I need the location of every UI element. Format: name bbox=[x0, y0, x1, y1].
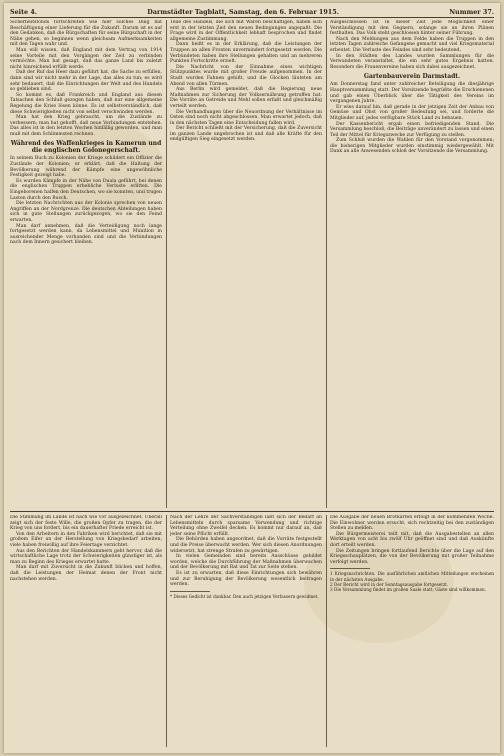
article-paragraph: Am Donnerstag fand unter zahlreicher Beteiligung die diesjährige Hauptversammlung statt. Der Vorsitzende begrüßte die Erschienenen und gab einen Überblick über die Tätigkeit des Vereins im vergangenen Jahre. bbox=[330, 82, 494, 105]
article-paragraph: Dann heißt es in der Erklärung, daß die Leistungen der Truppen an allen Fronten unvermindert fortgesetzt werden. Die Verbündeten haben ihre Stellungen gehalten und an mehreren Punkten Fortschritte erzielt. bbox=[170, 42, 322, 65]
article-paragraph: Von den Arbeitern in den Fabriken wird berichtet, daß sie mit großem Eifer an der Herstellung von Kriegsbedarf arbeiten; viele haben freiwillig auf ihre Feiertage verzichtet. bbox=[10, 531, 162, 548]
footnote: * Dieses Gedicht ist dankbar. Den auch jetzigen Verfassern gewidmet. bbox=[170, 593, 319, 599]
masthead bbox=[10, 6, 494, 17]
article-paragraph: Man hat den Krieg gebraucht, um die Zustände zu verbessern; man hat gehofft, daß neue Verbindungen entstehen. Das alles ist in den letzten Wochen hinfällig geworden, und man muß mit dem Schlimmsten rechnen. bbox=[10, 115, 162, 137]
article-paragraph: Es ist zu erwarten, daß diese Einrichtungen sich bewähren und zur Beruhigung der Bevölkerung wesentlich beitragen werden. bbox=[170, 570, 322, 588]
article-paragraph: Die letzten Nachrichten aus der Kolonie sprechen von neuen Angriffen an der Nordgrenze. Die deutschen Abteilungen haben sich in gute Stellungen zurückgezogen, wo sie den Feind erwarten. bbox=[10, 201, 162, 223]
article-paragraph: Der Bericht schließt mit der Versicherung, daß die Zuversicht im ganzen Lande ungebrochen ist und daß alle Kräfte für den endgültigen Sieg eingesetzt werden. bbox=[170, 126, 322, 143]
article-paragraph: Die Bürgermeisterei teilt mit, daß die Ausgabestellen an allen Werktagen von acht bis zwölf Uhr geöffnet sind und daß Auskünfte dort erteilt werden. bbox=[330, 531, 494, 548]
article-paragraph: Man will wissen, daß England mit dem Vertrag von 1914 seine Vorteile mit den Vorgängen der Zeit zu verbinden vermöchte. Man hat gesagt, daß das ganze Land bis zuletzt nicht hinreichend erfüllt werde. bbox=[10, 47, 162, 70]
issue-number: Nummer 37. bbox=[449, 7, 494, 16]
article-paragraph: Der Kassenbericht ergab einen befriedigenden Stand. Die Versammlung beschloß, die Beiträge unverändert zu lassen und einen Teil der Mittel für Kriegszwecke zur Verfügung zu stellen. bbox=[330, 121, 494, 138]
column-1 bbox=[10, 20, 162, 508]
article-paragraph: Die Stimmung im Lande ist nach wie vor ausgezeichnet. Überall zeigt sich der feste Wille, die großen Opfer zu tragen, die der Krieg von uns fordert, bis ein dauerhafter Friede erreicht ist. bbox=[10, 515, 162, 532]
masthead-rule bbox=[10, 17, 494, 18]
article-paragraph: In seinem Buch zu Kolonien der Kriege schildert ein Offizier die Zustände der Kolonien; er erklärt, daß die Haltung der Bevölkerung während der Kämpfe eine ungewöhnliche Festigkeit gezeigt habe. bbox=[10, 156, 162, 179]
lower-column-1 bbox=[10, 515, 162, 747]
article-paragraph: Die Verhandlungen über die Neuordnung der Verhältnisse im Osten sind noch nicht abgeschlossen. Man erwartet jedoch, daß in den nächsten Tagen eine Entscheidung fallen wird. bbox=[170, 109, 322, 126]
newspaper-page bbox=[4, 3, 500, 753]
article-paragraph: Es wurden Kämpfe in der Nähe von Duala geführt, bei denen die englischen Truppen erhebliche Verluste erlitten. Die Eingeborenen halfen den Deutschen, wo sie konnten, und trugen Lasten durch den Busch. bbox=[10, 178, 162, 201]
article-paragraph: Die Behörden haben angeordnet, daß die Vorräte festgestellt und die Preise überwacht werden. Wer sich diesen Anordnungen widersetzt, hat strenge Strafen zu gewärtigen. bbox=[170, 537, 322, 554]
article-paragraph: Nach den Meldungen aus dem Felde haben die Truppen in den letzten Tagen zahlreiche Gefangene gemacht und viel Kriegsmaterial erbeutet. Die Verluste des Feindes sind sehr bedeutend. bbox=[330, 36, 494, 53]
article-paragraph: In vielen Gemeinden sind bereits Ausschüsse gebildet worden, welche die Durchführung der Maßnahmen überwachen und der Bevölkerung mit Rat und Tat zur Seite stehen. bbox=[170, 554, 322, 571]
article-paragraph: Die Zeitungen bringen fortlaufend Berichte über die Lage auf den Kriegsschauplätzen, die von der Bevölkerung mit großer Teilnahme verfolgt werden. bbox=[330, 548, 494, 565]
page-number: Seite 4. bbox=[10, 7, 38, 16]
section-rule bbox=[10, 511, 494, 512]
article-paragraph: Er wies darauf hin, daß gerade in der jetzigen Zeit der Anbau von Gemüse und Obst von großer Bedeutung sei, und forderte die Mitglieder auf, jedes verfügbare Stück Land zu bebauen. bbox=[330, 104, 494, 121]
article-paragraph: So kommt es, daß Frankreich und England aus diesen Tatsachen den Schluß gezogen haben, daß nur eine allgemeine Regelung die Krise lösen könne. Es ist selbstverständlich, daß diese Schwierigkeiten nicht von selbst verschwinden werden. bbox=[10, 92, 162, 115]
footnote: 3 Die Versammlung findet im großen Saale statt; Gäste sind willkommen. bbox=[330, 586, 486, 592]
article-paragraph: Man darf mit Zuversicht in die Zukunft blicken und hoffen, daß die Leistungen der Heimat denen der Front nicht nachstehen werden. bbox=[10, 565, 162, 582]
column-divider bbox=[166, 515, 167, 747]
paper-title: Darmstädter Tagblatt, Samstag, den 6. Februar 1915. bbox=[147, 7, 339, 16]
column-3 bbox=[330, 20, 494, 508]
article-paragraph: Daß der Ruf das Heer dazu geführt hat, die Sache zu erfüllen, dann sind wir nicht mehr in der Lage, das alles zu tun; es wird sehr bedauert, daß die Einrichtungen der Welt und des Handels so geblieben sind. bbox=[10, 70, 162, 93]
column-divider bbox=[326, 20, 327, 508]
article-paragraph: Die Nachricht von der Einnahme eines wichtigen Stützpunktes wurde mit großer Freude aufgenommen. In der Stadt wurden Fahnen gehißt, und die Glocken läuteten am Abend von allen Türmen. bbox=[170, 64, 322, 87]
article-paragraph: Zum Schluß wurden die Wahlen für den Vorstand vorgenommen; die bisherigen Mitglieder wurden einstimmig wiedergewählt. Mit Dank an alle Anwesenden schloß der Vorsitzende die Versammlung. bbox=[330, 138, 494, 155]
lower-column-3 bbox=[330, 515, 494, 747]
article-paragraph: Man darf annehmen, daß die Verteidigung noch lange fortgesetzt werden kann, da Lebensmittel und Munition in ausreichender Menge vorhanden sind und die Verbindungen nach dem Innern gesichert bleiben. bbox=[10, 223, 162, 246]
article-headline: Gartenbauverein Darmstadt. bbox=[363, 73, 461, 81]
lower-column-2 bbox=[170, 515, 322, 747]
article-paragraph: In den Städten des Landes wurden Sammlungen für die Verwundeten veranstaltet, die ein sehr gutes Ergebnis hatten. Besonders die Frauenvereine haben sich dabei ausgezeichnet. bbox=[330, 53, 494, 70]
column-divider bbox=[166, 20, 167, 508]
footnote-rule bbox=[330, 568, 370, 569]
article-headline: Während des Waffenkrieges in Kamerun und die englischen Golonegerschaft. bbox=[10, 140, 162, 155]
column-divider bbox=[326, 515, 327, 747]
article-paragraph: Ausgeschlossen ist in dieser Zeit jede Möglichkeit einer Verständigung mit den Gegnern, solange sie an ihren Plänen festhalten. Das Volk steht geschlossen hinter seiner Führung. bbox=[330, 20, 494, 37]
article-paragraph: Aus den Berichten der Handelskammern geht hervor, daß die wirtschaftliche Lage trotz der Schwierigkeiten günstiger ist, als man zu Beginn des Krieges erwartet hatte. bbox=[10, 548, 162, 565]
footnote: 2 Der Bericht wird in der Sonntagsausgabe fortgesetzt. bbox=[330, 581, 449, 587]
footnote-rule bbox=[170, 591, 210, 592]
article-paragraph: Sicherheitsfonds fortschreiten wie hier solches Ding mit Beschäftigung einer Lieferung für die Zukunft. Darum ist es auf den Gedanken, daß die Bürgschaften für seine Bürgschaft in der Nähe gehen, so beginnen wenn gleichsam Aufmerksamkeiten mit den Tagen wahr und. bbox=[10, 20, 162, 48]
column-2 bbox=[170, 20, 322, 508]
article-paragraph: Die Ausgabe der neuen Brotkarten erfolgt in der kommenden Woche. Die Einwohner werden ersucht, sich rechtzeitig bei den zuständigen Stellen zu melden. bbox=[330, 515, 494, 532]
article-paragraph: Teile des Handels, die sich mit Waren beschäftigen, haben sich erst in der letzten Zeit den neuen Bedingungen angepaßt. Die Frage wird in der Öffentlichkeit lebhaft besprochen und findet allgemeine Zustimmung. bbox=[170, 20, 322, 42]
article-paragraph: Nach der Lehre der Sachverständigen läßt sich der Bedarf an Lebensmitteln durch sparsame Verwendung und richtige Verteilung ohne Zweifel decken. Es kommt nur darauf an, daß jeder seine Pflicht erfüllt. bbox=[170, 515, 322, 537]
footnote: 1 Kriegsnachrichten. Die ausführlichen amtlichen Mitteilungen erscheinen in der nächsten Ausgabe. bbox=[330, 571, 494, 582]
article-paragraph: Aus Berlin wird gemeldet, daß die Regierung neue Maßnahmen zur Sicherung der Volksernährung getroffen hat. Die Vorräte an Getreide und Mehl sollen erfaßt und gleichmäßig verteilt werden. bbox=[170, 87, 322, 109]
